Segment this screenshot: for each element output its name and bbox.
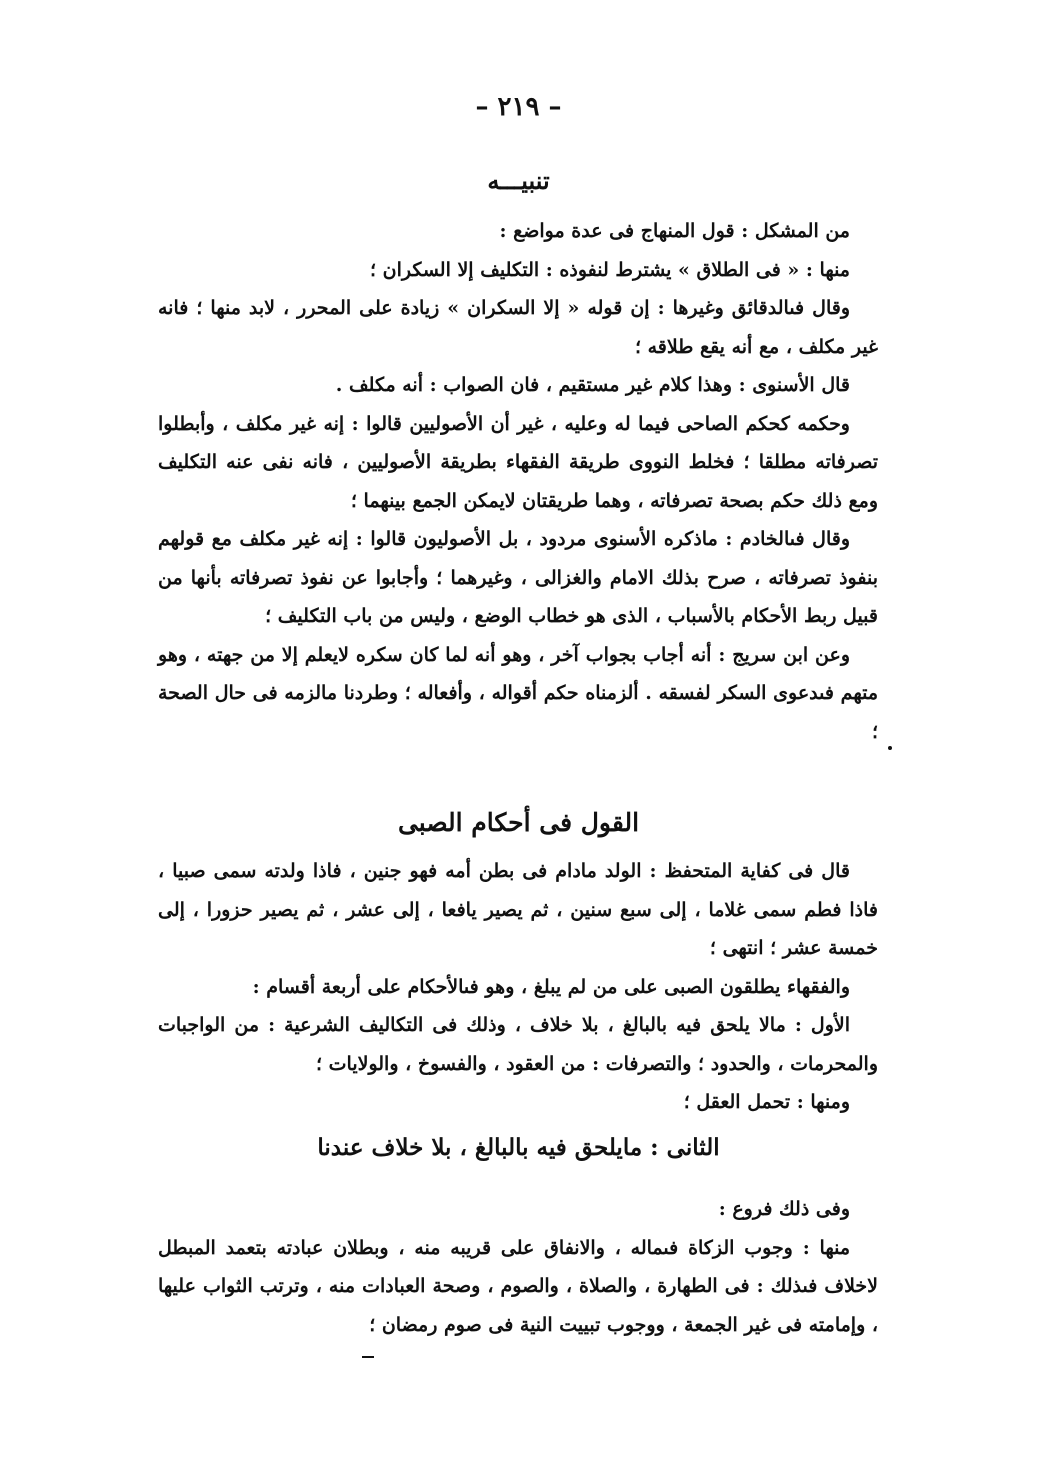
- stray-dot-mark: [888, 746, 892, 750]
- paragraph: وحكمه كحكم الصاحى فيما له وعليه ، غير أن الأصوليين قالوا : إنه غير مكلف ، وأبطلوا تصرفاته مطلقا ؛ فخلط النووى طريقة الفقهاء بطريقة الأصوليين ، فانه نفى عنه التكليف ومع ذلك حكم بصحة تصرفاته ، وهما طريقتان لايمكن الجمع بينهما ؛: [158, 412, 878, 512]
- paragraph: من المشكل : قول المنهاج فى عدة مواضع :: [499, 220, 850, 242]
- sub-heading: الثانى : مايلحق فيه بالبالغ ، بلا خلاف عندنا: [317, 1134, 720, 1161]
- stray-dash-mark: [362, 1356, 374, 1358]
- paragraph: وفى ذلك فروع :: [718, 1198, 850, 1220]
- paragraph: الأول : مالا يلحق فيه بالبالغ ، بلا خلاف ، وذلك فى التكاليف الشرعية : من الواجبات والمحرمات ، والحدود ؛ والتصرفات : من العقود ، والفسوخ ، والولايات ؛: [158, 1014, 878, 1075]
- text-block-notice: [158, 212, 878, 751]
- paragraph: وقال فىالدقائق وغيرها : إن قوله « إلا السكران » زيادة على المحرر ، لابد منها ؛ فانه غير مكلف ، مع أنه يقع طلاقه ؛: [158, 297, 878, 358]
- paragraph: والفقهاء يطلقون الصبى على من لم يبلغ ، وهو فىالأحكام على أربعة أقسام :: [252, 975, 850, 998]
- paragraph: وقال فىالخادم : ماذكره الأسنوى مردود ، بل الأصوليون قالوا : إنه غير مكلف مع قولهم بنفوذ تصرفاته ، صرح بذلك الامام والغزالى ، وغيرهما ؛ وأجابوا عن نفوذ تصرفاته بأنها من قبيل ربط الأحكام بالأسباب ، الذى هو خطاب الوضع ، وليس من باب التكليف ؛: [158, 528, 878, 627]
- paragraph: وعن ابن سريج : أنه أجاب بجواب آخر ، وهو أنه لما كان سكره لايعلم إلا من جهته ، وهو متهم فىدعوى السكر لفسقه . ألزمناه حكم أقواله ، وأفعاله ؛ وطردنا مالزمه فى حال الصحة ؛: [158, 643, 878, 743]
- paragraph: قال الأسنوى : وهذا كلام غير مستقيم ، فان الصواب : أنه مكلف .: [335, 374, 850, 396]
- paragraph: منها : وجوب الزكاة فىماله ، والانفاق على قريبه منه ، وبطلان عبادته بتعمد المبطل لاخلاف فىذلك : فى الطهارة ، والصلاة ، والصوم ، وصحة العبادات منه ، وترتب الثواب عليها ، وإمامته فى غير الجمعة ، ووجوب تبييت النية فى صوم رمضان ؛: [158, 1236, 878, 1336]
- notice-title: تنبيـــه: [487, 166, 550, 195]
- paragraph: منها : « فى الطلاق » يشترط لنفوذه : التكليف إلا السكران ؛: [369, 258, 850, 281]
- section-heading: القول فى أحكام الصبى: [397, 808, 640, 837]
- text-block-branches: [158, 1190, 878, 1344]
- paragraph: قال فى كفاية المتحفظ : الولد مادام فى بطن أمه فهو جنين ، فاذا ولدته سمى صبيا ، فاذا فطم سمى غلاما ، إلى سبع سنين ، ثم يصير يافعا ، إلى عشر ، ثم يصير حزورا ، إلى خمسة عشر ؛ انتهى ؛: [158, 860, 878, 959]
- paragraph: ومنها : تحمل العقل ؛: [683, 1091, 850, 1113]
- text-block-child-rulings: [158, 852, 878, 1122]
- page-number: – ٢١٩ –: [475, 92, 562, 122]
